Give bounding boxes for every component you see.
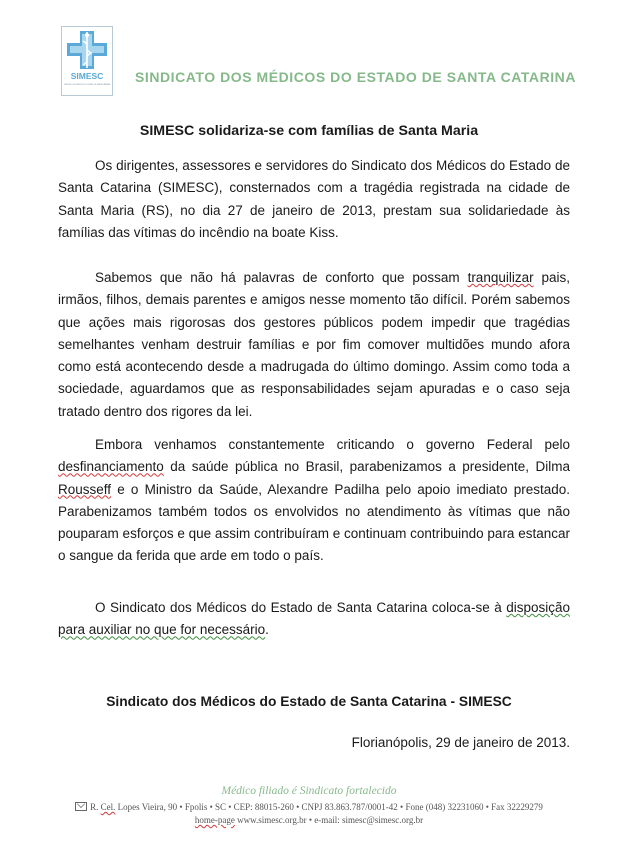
footer-web: home-page www.simesc.org.br • e-mail: simesc@simesc.org.br: [194, 815, 424, 825]
spellcheck-flag: desfinanciamento: [58, 459, 164, 475]
signature: Sindicato dos Médicos do Estado de Santa Catarina - SIMESC: [106, 694, 512, 709]
paragraph-1: Os dirigentes, assessores e servidores do Sindicato dos Médicos do Estado de Santa Catarina (SIMESC), consternados com a tragédia registrada na cidade de Santa Maria (RS), no dia 27 de janeiro de 2013, prestam sua solidariedade às famílias das vítimas do incêndio na boate Kiss.: [58, 158, 570, 240]
logo-subtext: SINDICATO DOS MÉDICOS DO ESTADO DE SANTA CATARINA: [63, 85, 111, 86]
spellcheck-flag: Rousseff: [58, 481, 112, 497]
simesc-logo: [61, 26, 113, 96]
logo-text: SIMESC: [70, 71, 104, 81]
footer-slogan: Médico filiado é Sindicato fortalecido: [221, 785, 397, 797]
paragraph-3: Embora venhamos constantemente criticando o governo Federal pelo desfinanciamento da saúde pública no Brasil, parabenizamos a presidente, Dilma Rousseff e o Ministro da Saúde, Alexandre Padilha pelo apoio imediato prestado. Parabenizamos também todos os envolvidos no atendimento às vítimas que não pouparam esforços e que assim contribuíram e continuam contribuindo para estancar o sangue da ferida que arde em todo o país.: [58, 437, 570, 564]
homepage-label: home-page: [194, 815, 235, 825]
envelope-icon: [75, 802, 87, 811]
spellcheck-flag: tranquilizar: [467, 270, 534, 285]
grammar-flag: disposição para auxiliar no que for necessário: [58, 600, 570, 638]
document-title: SIMESC solidariza-se com famílias de Santa Maria: [139, 123, 479, 139]
footer-contacts: R. Cel. Lopes Vieira, 90 • Fpolis • SC • CEP: 88015-260 • CNPJ 83.863.787/0001-42 • Fone (048) 32231060 • Fax 32229279: [0, 802, 618, 812]
paragraph-4: O Sindicato dos Médicos do Estado de Santa Catarina coloca-se à disposição para auxiliar no que for necessário.: [58, 600, 570, 638]
organization-title: SINDICATO DOS MÉDICOS DO ESTADO DE SANTA CATARINA: [135, 69, 576, 85]
caduceus-cross-icon: [61, 26, 113, 96]
paragraph-2: Sabemos que não há palavras de conforto que possam tranquilizar pais, irmãos, filhos, demais parentes e amigos nesse momento tão difícil. Porém sabemos que ações mais rigorosas dos gestores públicos podem impedir que tragédias semelhantes venham destruir famílias e por fim comover multidões mundo afora como está acontecendo desde a madrugada do último domingo. Assim como toda a sociedade, aguardamos que as responsabilidades sejam apuradas e o caso seja tratado dentro dos rigores da lei.: [58, 270, 570, 419]
dateline: Florianópolis, 29 de janeiro de 2013.: [351, 735, 570, 750]
